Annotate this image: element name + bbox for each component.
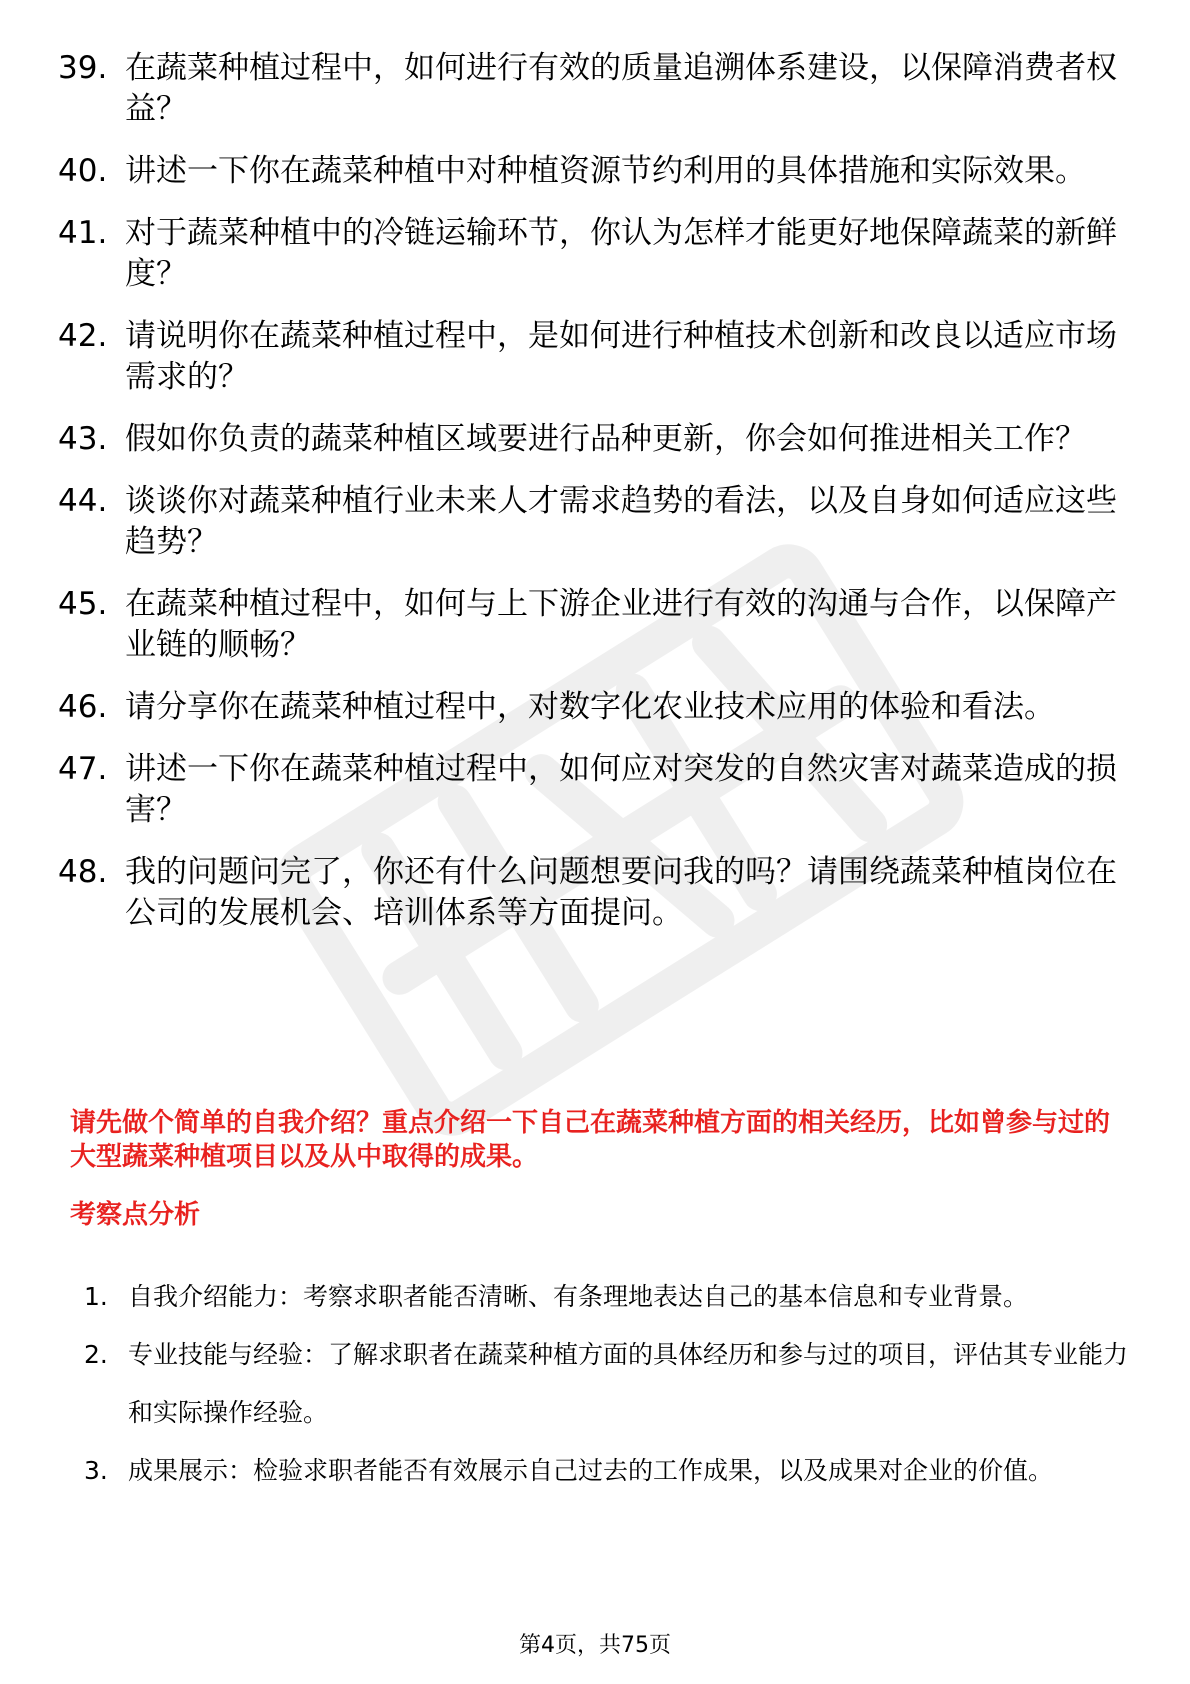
question-text: 谈谈你对蔬菜种植行业未来人才需求趋势的看法，以及自身如何适应这些趋势？ <box>125 483 1117 560</box>
analysis-item <box>84 1268 1134 1326</box>
question-text: 假如你负责的蔬菜种植区域要进行品种更新，你会如何推进相关工作？ <box>125 421 1086 457</box>
analysis-text: 成果展示：检验求职者能否有效展示自己过去的工作成果，以及成果对企业的价值。 <box>128 1456 1054 1485</box>
question-number: 46. <box>58 689 108 725</box>
question-text: 请分享你在蔬菜种植过程中，对数字化农业技术应用的体验和看法。 <box>125 689 1055 725</box>
question-item <box>58 151 1118 192</box>
question-item <box>58 852 1118 934</box>
analysis-list <box>84 1268 1134 1500</box>
page-footer: 第4页，共75页 <box>519 1633 671 1658</box>
question-item <box>58 749 1118 831</box>
question-number: 48. <box>58 854 108 890</box>
question-text: 讲述一下你在蔬菜种植过程中，如何应对突发的自然灾害对蔬菜造成的损害？ <box>125 751 1117 828</box>
question-text: 请说明你在蔬菜种植过程中，是如何进行种植技术创新和改良以适应市场需求的？ <box>125 318 1117 395</box>
question-number: 43. <box>58 421 108 457</box>
analysis-text: 专业技能与经验：了解求职者在蔬菜种植方面的具体经历和参与过的项目，评估其专业能力和实际操作经验。 <box>128 1340 1129 1427</box>
question-number: 40. <box>58 153 108 189</box>
analysis-item <box>84 1326 1134 1442</box>
question-number: 45. <box>58 586 108 622</box>
question-number: 47. <box>58 751 108 787</box>
question-text: 在蔬菜种植过程中，如何与上下游企业进行有效的沟通与合作，以保障产业链的顺畅？ <box>125 586 1117 663</box>
question-list <box>58 48 1118 955</box>
question-item <box>58 687 1118 728</box>
question-text: 我的问题问完了，你还有什么问题想要问我的吗？请围绕蔬菜种植岗位在公司的发展机会、培训体系等方面提问。 <box>125 854 1117 931</box>
question-item <box>58 48 1118 130</box>
analysis-number: 3. <box>84 1456 108 1485</box>
analysis-text: 自我介绍能力：考察求职者能否清晰、有条理地表达自己的基本信息和专业背景。 <box>128 1282 1029 1311</box>
question-item <box>58 419 1118 460</box>
question-number: 42. <box>58 318 108 354</box>
question-number: 41. <box>58 215 108 251</box>
question-text: 讲述一下你在蔬菜种植中对种植资源节约利用的具体措施和实际效果。 <box>125 153 1086 189</box>
question-item <box>58 316 1118 398</box>
question-number: 39. <box>58 50 108 86</box>
analysis-heading: 考察点分析 <box>70 1200 201 1230</box>
analysis-item <box>84 1442 1134 1500</box>
question-item <box>58 481 1118 563</box>
analysis-number: 1. <box>84 1282 108 1311</box>
highlighted-question: 请先做个简单的自我介绍？重点介绍一下自己在蔬菜种植方面的相关经历，比如曾参与过的大型蔬菜种植项目以及从中取得的成果。 <box>70 1108 1111 1172</box>
question-text: 在蔬菜种植过程中，如何进行有效的质量追溯体系建设，以保障消费者权益？ <box>125 50 1117 127</box>
question-item <box>58 584 1118 666</box>
analysis-number: 2. <box>84 1340 108 1369</box>
question-text: 对于蔬菜种植中的冷链运输环节，你认为怎样才能更好地保障蔬菜的新鲜度？ <box>125 215 1117 292</box>
question-number: 44. <box>58 483 108 519</box>
question-item <box>58 213 1118 295</box>
